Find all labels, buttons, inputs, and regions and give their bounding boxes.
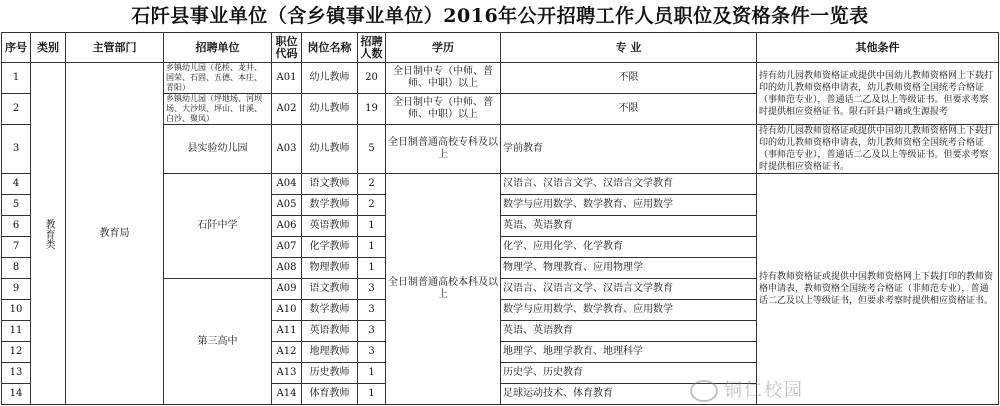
cell-position: 语文教师 (302, 174, 358, 195)
cell-unit-third-high: 第三高中 (164, 279, 272, 405)
cell-seq: 4 (2, 174, 31, 195)
cell-code: A11 (272, 321, 302, 342)
cell-seq: 11 (2, 321, 31, 342)
header-count: 招聘人数 (358, 33, 386, 63)
cell-position: 语文教师 (302, 279, 358, 300)
cell-major: 汉语言、汉语言文学、汉语言文学教育 (501, 174, 757, 195)
cell-major: 足球运动技术、体育教育 (501, 384, 757, 405)
cell-count: 3 (358, 321, 386, 342)
cell-code: A12 (272, 342, 302, 363)
cell-note: 持有幼儿园教师资格证或提供中国幼儿教师资格网上下载打印的幼儿教师资格申请表，幼儿教师资格全国统考合格证（事师范专业），普通话二乙及以上等级证书。但要求考察时提供相应资格证书。 (757, 125, 999, 174)
cell-code: A02 (272, 94, 302, 125)
cell-major: 物理学、物理教育、应用物理学 (501, 258, 757, 279)
cell-position: 数学教师 (302, 195, 358, 216)
cell-seq: 6 (2, 216, 31, 237)
category-text: 教育类 (43, 218, 54, 249)
cell-seq: 13 (2, 363, 31, 384)
header-row (2, 33, 999, 63)
cell-seq: 12 (2, 342, 31, 363)
cell-position: 英语教师 (302, 216, 358, 237)
cell-count: 2 (358, 195, 386, 216)
cell-position: 物理教师 (302, 258, 358, 279)
cell-seq: 8 (2, 258, 31, 279)
cell-dept: 教育局 (66, 63, 164, 405)
cell-edu: 全日制中专（中师、普师、中职）以上 (386, 63, 501, 94)
cell-major: 历史学、历史教育 (501, 363, 757, 384)
cell-count: 1 (358, 258, 386, 279)
cell-edu: 全日制中专（中师、普师、中职）以上 (386, 94, 501, 125)
cell-seq: 2 (2, 94, 31, 125)
cell-major: 汉语言、汉语言文学、汉语言文学教育 (501, 279, 757, 300)
cell-position: 英语教师 (302, 321, 358, 342)
cell-count: 1 (358, 237, 386, 258)
cell-category (31, 63, 66, 405)
header-edu: 学历 (386, 33, 501, 63)
cell-major: 不限 (501, 63, 757, 94)
cell-position: 数学教师 (302, 300, 358, 321)
cell-code: A14 (272, 384, 302, 405)
cell-code: A05 (272, 195, 302, 216)
cell-major: 学前教育 (501, 125, 757, 174)
table-row (2, 63, 999, 94)
cell-position: 化学教师 (302, 237, 358, 258)
cell-major: 英语、英语教育 (501, 216, 757, 237)
cell-count: 1 (358, 363, 386, 384)
cell-code: A06 (272, 216, 302, 237)
header-major: 专 业 (501, 33, 757, 63)
watermark-text: 铜仁校园 (724, 380, 804, 401)
cell-unit-shiqian-middle: 石阡中学 (164, 174, 272, 279)
page-title: 石阡县事业单位（含乡镇事业单位）2016年公开招聘工作人员职位及资格条件一览表 (131, 5, 869, 27)
cell-note: 持有教师资格证或提供中国教师资格网上下载打印的教师资格申请表，教师资格全国统考合格证（非师范专业），普通话二乙及以上等级证书，但要求考察时提供相应资格证书。 (757, 174, 999, 405)
cell-code: A08 (272, 258, 302, 279)
cell-major: 化学、应用化学、化学教育 (501, 237, 757, 258)
cell-code: A07 (272, 237, 302, 258)
cell-code: A09 (272, 279, 302, 300)
cell-seq: 5 (2, 195, 31, 216)
cell-count: 1 (358, 384, 386, 405)
cell-unit: 县实验幼儿园 (164, 125, 272, 174)
cell-position: 幼儿教师 (302, 125, 358, 174)
header-seq: 序号 (2, 33, 31, 63)
cell-code: A03 (272, 125, 302, 174)
cell-code: A13 (272, 363, 302, 384)
cell-seq: 10 (2, 300, 31, 321)
cell-seq: 9 (2, 279, 31, 300)
header-position: 岗位名称 (302, 33, 358, 63)
wechat-icon (690, 380, 718, 402)
cell-count: 5 (358, 125, 386, 174)
cell-unit: 乡镇幼儿园（花桥、龙井、国荣、石固、五德、本庄、青阳） (164, 63, 272, 94)
cell-unit: 乡镇幼儿园（坪地场、河坝场、大沙坝、坪山、甘溪、白沙、聚凤） (164, 94, 272, 125)
cell-seq: 1 (2, 63, 31, 94)
cell-position: 体育教师 (302, 384, 358, 405)
cell-major: 数学与应用数学、数学教育、应用数学 (501, 300, 757, 321)
cell-count: 20 (358, 63, 386, 94)
header-other: 其他条件 (757, 33, 999, 63)
cell-code: A01 (272, 63, 302, 94)
header-dept: 主管部门 (66, 33, 164, 63)
watermark (690, 376, 990, 404)
cell-major: 地理学、地理学教育、地理科学 (501, 342, 757, 363)
cell-position: 幼儿教师 (302, 63, 358, 94)
cell-seq: 7 (2, 237, 31, 258)
header-code: 职位代码 (272, 33, 302, 63)
cell-note: 持有幼儿园教师资格证或提供中国幼儿教师资格网上下载打印的幼儿教师资格申请表，幼儿教师资格全国统考合格证（事师范专业），普通话二乙及以上等级证书。但要求考察时提供相应资格证书。限石阡县户籍或生源报考 (757, 63, 999, 125)
cell-major: 数学与应用数学、数学教育、应用数学 (501, 195, 757, 216)
cell-seq: 14 (2, 384, 31, 405)
cell-position: 历史教师 (302, 363, 358, 384)
cell-major: 不限 (501, 94, 757, 125)
cell-code: A10 (272, 300, 302, 321)
cell-count: 19 (358, 94, 386, 125)
cell-count: 1 (358, 216, 386, 237)
header-unit: 招聘单位 (164, 33, 272, 63)
cell-count: 3 (358, 342, 386, 363)
cell-code: A04 (272, 174, 302, 195)
header-category: 类别 (31, 33, 66, 63)
cell-position: 幼儿教师 (302, 94, 358, 125)
cell-edu: 全日制普通高校专科及以上 (386, 125, 501, 174)
cell-major: 英语、英语教育 (501, 321, 757, 342)
cell-seq: 3 (2, 125, 31, 174)
cell-count: 3 (358, 300, 386, 321)
cell-count: 3 (358, 279, 386, 300)
cell-edu: 全日制普通高校本科及以上 (386, 174, 501, 405)
recruitment-table (1, 32, 999, 405)
cell-count: 2 (358, 174, 386, 195)
cell-position: 地理教师 (302, 342, 358, 363)
